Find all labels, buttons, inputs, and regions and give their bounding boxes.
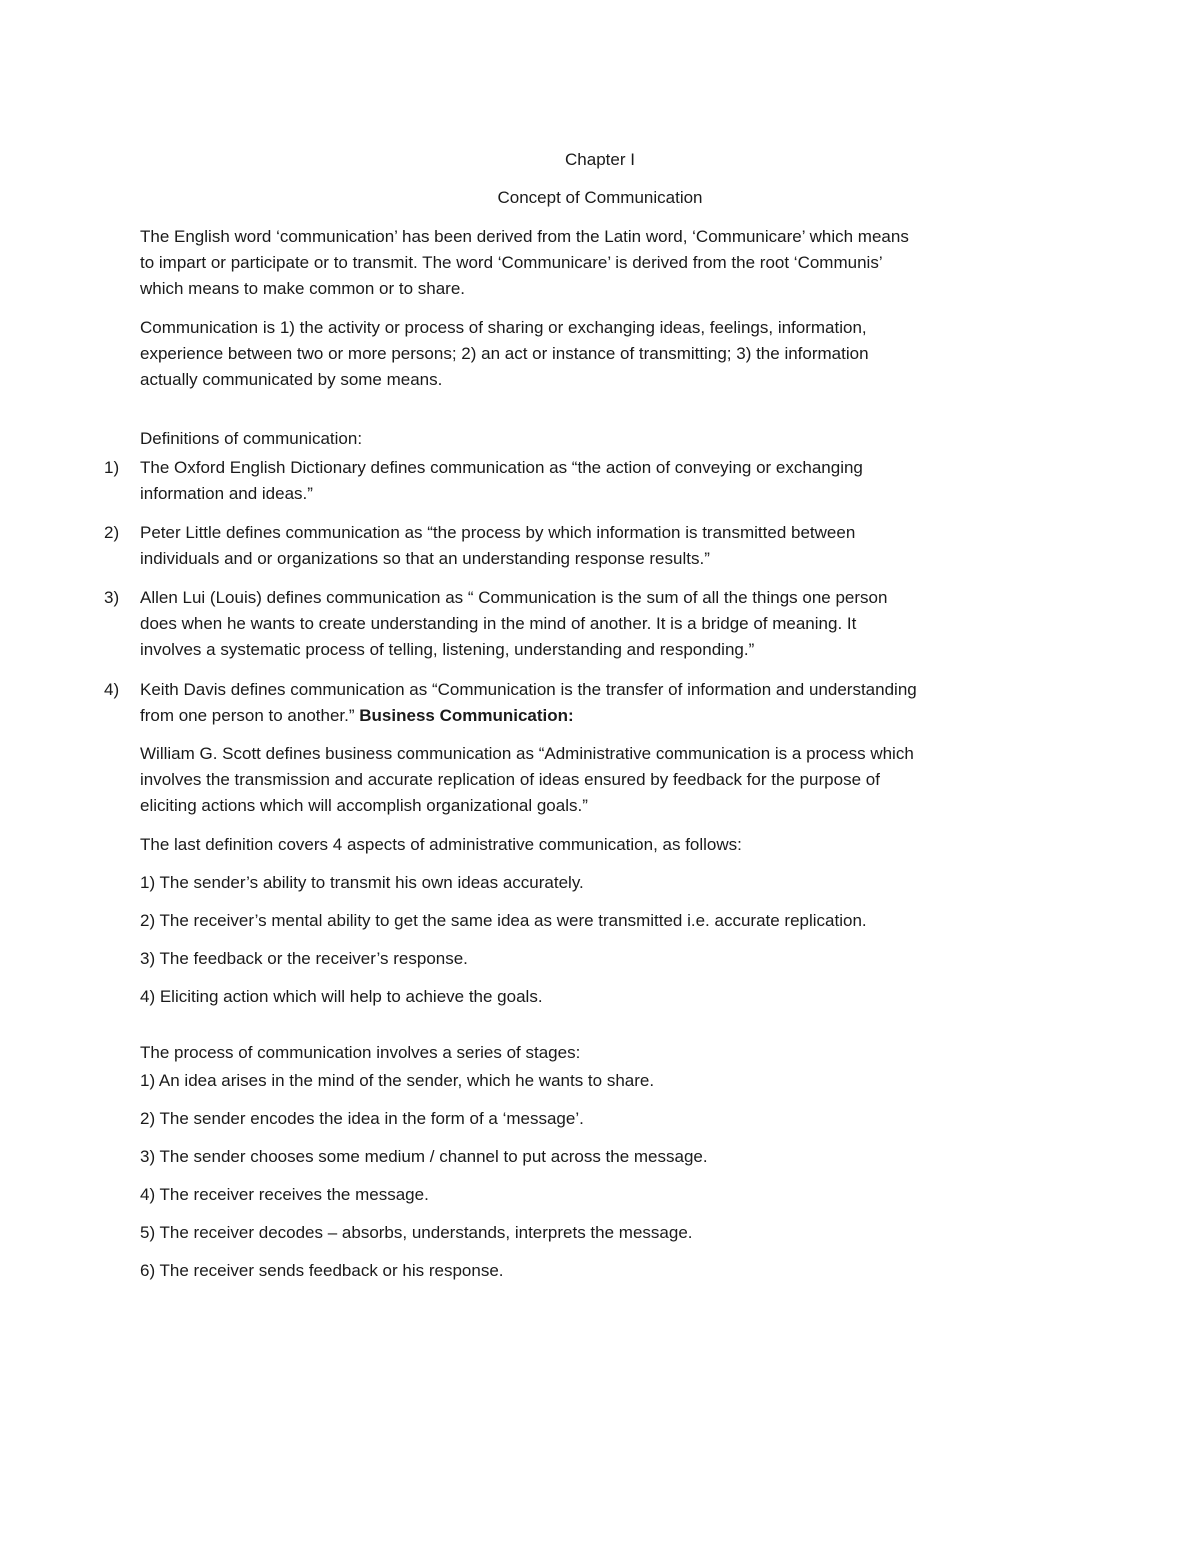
aspect-item: 1) The sender’s ability to transmit his own ideas accurately.: [140, 873, 584, 892]
chapter-title: Chapter I: [565, 150, 635, 169]
page-heading: Concept of Communication: [497, 188, 703, 207]
meaning-line: Communication is 1) the activity or process of sharing or exchanging ideas, feelings, information,: [140, 318, 867, 337]
definition-line-text: from one person to another.”: [140, 706, 355, 725]
meaning-paragraph: [140, 315, 869, 393]
intro-paragraph: [140, 224, 909, 302]
intro-line: to impart or participate or to transmit. The word ‘Communicare’ is derived from the root ‘Communis’: [140, 253, 883, 272]
definition-number: 4): [104, 680, 120, 699]
definition-number: 3): [104, 588, 120, 607]
definition-line: individuals and or organizations so that an understanding response results.”: [140, 549, 710, 568]
definition-line: involves a systematic process of telling, listening, understanding and responding.”: [140, 640, 755, 659]
scott-line: eliciting actions which will accomplish organizational goals.”: [140, 796, 588, 815]
scott-line: involves the transmission and accurate replication of ideas ensured by feedback for the purpose of: [140, 770, 880, 789]
aspect-item: 2) The receiver’s mental ability to get the same idea as were transmitted i.e. accurate replication.: [140, 911, 867, 930]
definition-item: [140, 585, 887, 663]
definition-line: information and ideas.”: [140, 484, 313, 503]
definition-item: [140, 520, 855, 572]
definition-number: 1): [104, 458, 120, 477]
process-intro: The process of communication involves a series of stages:: [140, 1043, 581, 1062]
definition-item: [140, 455, 863, 507]
meaning-line: actually communicated by some means.: [140, 370, 443, 389]
stage-item: 2) The sender encodes the idea in the form of a ‘message’.: [140, 1109, 584, 1128]
definition-line: does when he wants to create understanding in the mind of another. It is a bridge of meaning. It: [140, 614, 857, 633]
stage-item: 4) The receiver receives the message.: [140, 1185, 429, 1204]
definition-item: [140, 677, 917, 729]
scott-paragraph: [140, 741, 914, 819]
definition-line: Allen Lui (Louis) defines communication as “ Communication is the sum of all the things one person: [140, 588, 888, 607]
intro-line: The English word ‘communication’ has been derived from the Latin word, ‘Communicare’ which means: [140, 227, 909, 246]
definition-line: The Oxford English Dictionary defines communication as “the action of conveying or exchanging: [140, 458, 863, 477]
stage-item: 6) The receiver sends feedback or his response.: [140, 1261, 504, 1280]
definition-line: Keith Davis defines communication as “Communication is the transfer of information and understanding: [140, 680, 917, 699]
intro-line: which means to make common or to share.: [140, 279, 466, 298]
meaning-line: experience between two or more persons; 2) an act or instance of transmitting; 3) the information: [140, 344, 869, 363]
definition-number: 2): [104, 523, 120, 542]
definition-line: Peter Little defines communication as “the process by which information is transmitted between: [140, 523, 856, 542]
definition-line: [140, 703, 917, 729]
definitions-heading: Definitions of communication:: [140, 429, 363, 448]
stage-item: 1) An idea arises in the mind of the sender, which he wants to share.: [140, 1071, 655, 1090]
stage-item: 5) The receiver decodes – absorbs, understands, interprets the message.: [140, 1223, 693, 1242]
business-communication-heading: Business Communication:: [359, 706, 574, 725]
scott-line: William G. Scott defines business communication as “Administrative communication is a process which: [140, 744, 914, 763]
aspect-item: 3) The feedback or the receiver’s response.: [140, 949, 468, 968]
aspects-intro: The last definition covers 4 aspects of administrative communication, as follows:: [140, 835, 742, 854]
aspect-item: 4) Eliciting action which will help to achieve the goals.: [140, 987, 543, 1006]
stage-item: 3) The sender chooses some medium / channel to put across the message.: [140, 1147, 708, 1166]
